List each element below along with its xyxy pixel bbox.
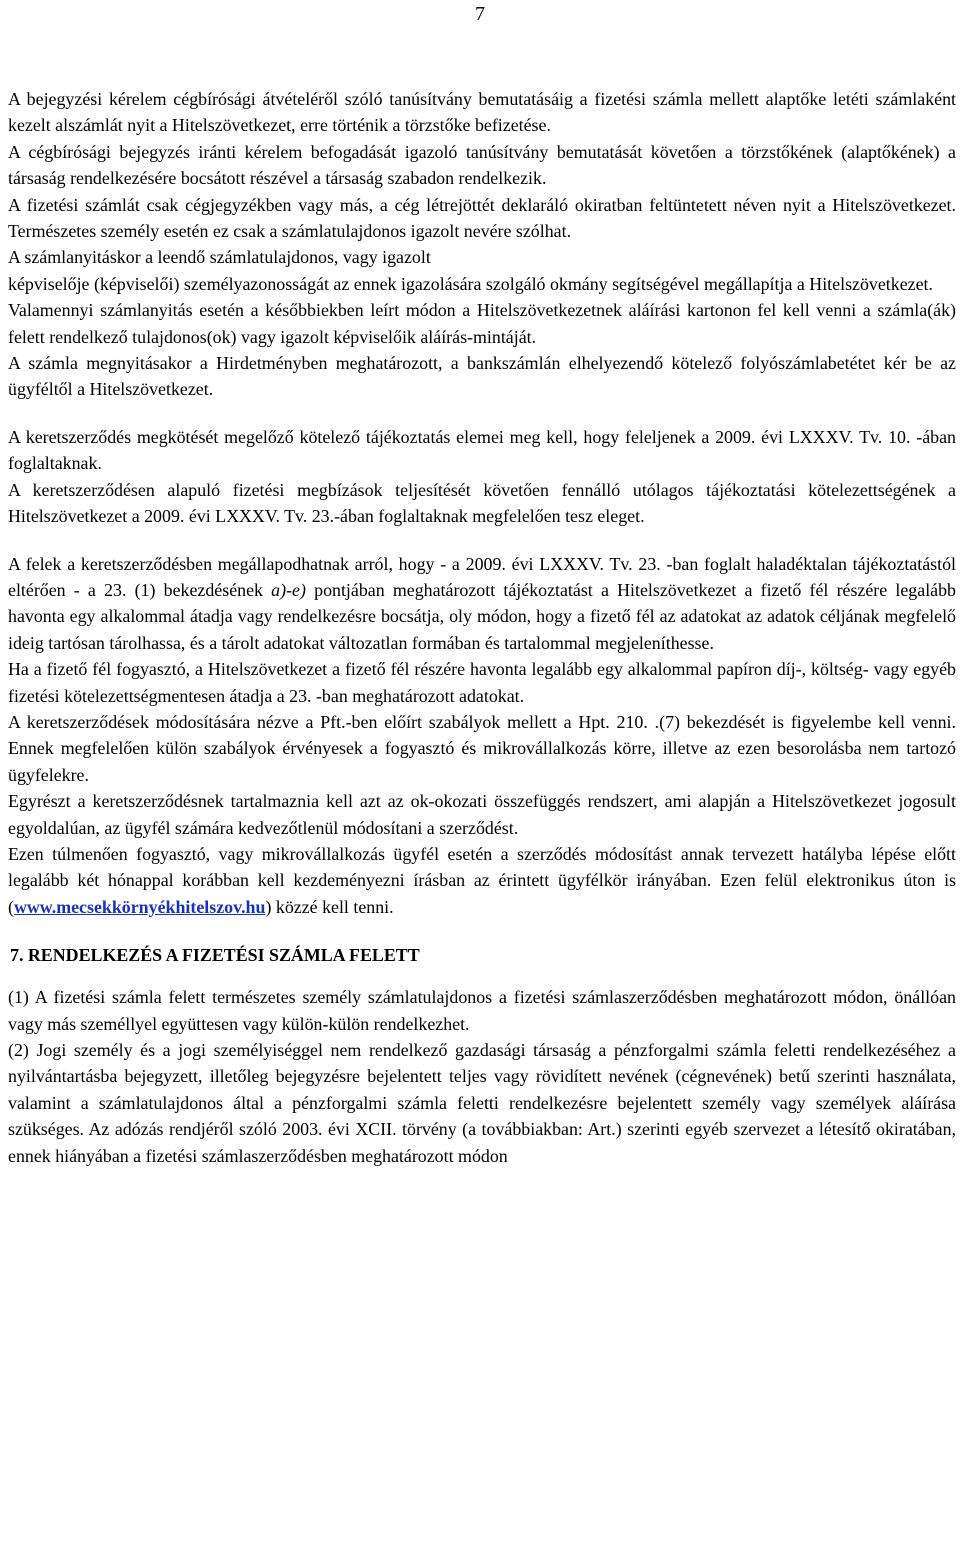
paragraph-felek-megallapodas [8,551,956,657]
paragraph-ket-honap [8,841,956,920]
paragraph-szamlanyitas-line1: A számlanyitáskor a leendő számlatulajdonos, vagy igazolt [8,247,431,268]
paragraph-felek-part1: A felek a keretszerződésben megállapodhatnak arról, hogy - a 2009. évi LXXXV. Tv. 23. -ban foglalt haladéktalan tájékoztatástól eltérően - a 23. (1) bekezdésének [8,553,956,600]
paragraph-keretszerzodes-modositas: A keretszerződések módosítására nézve a Pft.-ben előírt szabályok mellett a Hpt. 210. .(7) bekezdését is figyelembe kell venni. Ennek megfelelően külön szabályok érvényesek a fogyasztó és mikrovállalkozás körre, illetve az ezen besorolásba nem tartozó ügyfelekre. [8,711,956,785]
paragraph-ket-honap-part2: ) közzé kell tenni. [265,896,394,917]
section-heading: 7. RENDELKEZÉS A FIZETÉSI SZÁMLA FELETT [10,945,420,966]
paragraph-fogyaszto-havonta: Ha a fizető fél fogyasztó, a Hitelszövetkezet a fizető fél részére havonta legalább egy alkalommal papíron díj-, költség- vagy egyéb fizetési kötelezettségmentesen átadja a 23. -ban meghatározott adatokat. [8,659,956,706]
paragraph-ok-okozati: Egyrészt a keretszerződésnek tartalmaznia kell azt az ok-okozati összefüggés rendszert, ami alapján a Hitelszövetkezet jogosult egyoldalúan, az ügyfél számára kedvezőtlenül módosítani a szerződést. [8,791,956,838]
paragraph-alairasi-karton: Valamennyi számlanyitás esetén a későbbiekben leírt módon a Hitelszövetkezetnek aláírási kartonon fel kell venni a számla(ák) felett rendelkező tulajdonos(ok) vagy igazolt képviselőik aláírás-mintáját. [8,300,956,347]
paragraph-szamla-nev: A fizetési számlát csak cégjegyzékben vagy más, a cég létrejöttét deklaráló okiratban feltüntetett néven nyit a Hitelszövetkezet. Természetes személy esetén ez csak a számlatulajdonos igazolt nevére szólhat. [8,194,956,242]
paragraph-jogi-szemely: (2) Jogi személy és a jogi személyiséggel nem rendelkező gazdasági társaság a pénzforgalmi számla feletti rendelkezéséhez a nyilvántartásba bejegyzett, illetőleg bejegyzésre bejelentett teljes vagy rövidített nevének (cégnevének) betű szerinti használata, valamint a számlatulajdonos által a pénzforgalmi számla feletti rendelkezésre bejelentett személy vagy személyek aláírása szükséges. Az adózás rendjéről szóló 2003. évi XCII. törvény (a továbbiakban: Art.) szerinti egyéb szervezet a létesítő okiratában, ennek hiányában a fizetési számlaszerződésben meghatározott módon [8,1040,956,1166]
paragraph-termeszetes-szemely: (1) A fizetési számla felett természetes személy számlatulajdonos a fizetési számlaszerződésben meghatározott módon, önállóan vagy más személlyel együttesen vagy külön-külön rendelkezhet. [8,987,956,1034]
paragraph-elozetes-tajekoztatas: A keretszerződés megkötését megelőző kötelező tájékoztatás elemei meg kell, hogy feleljenek a 2009. évi LXXXV. Tv. 10. -ában foglaltaknak. [8,426,956,474]
paragraph-felek-part2: pontjában meghatározott tájékoztatást a Hitelszövetkezet a fizető fél részére legalább havonta egy alkalommal átadja vagy rendelkezésre bocsátja, oly módon, hogy a fizető fél az adatokat az adatok céljának megfelelő ideig tartósan tárolhassa, és a tárolt adatokat változatlan formában és tartalommal megjeleníthesse. [8,579,956,653]
paragraph-felek-points: a)-e) [271,579,306,600]
paragraph-szamlanyitas: képviselője (képviselői) személyazonosságát az ennek igazolására szolgáló okmány segítségével megállapítja a Hitelszövetkezet. [8,273,933,294]
paragraph-folyoszamlabetet: A számla megnyitásakor a Hirdetményben meghatározott, a bankszámlán elhelyezendő kötelező folyószámlabetétet kér be az ügyféltől a Hitelszövetkezet. [8,353,956,400]
paragraph-ket-honap-part1: Ezen túlmenően fogyasztó, vagy mikrovállalkozás ügyfél esetén a szerződés módosítást annak tervezett hatályba lépése előtt legalább két hónappal korábban kell kezdeményezni írásban az érintett ügyfélkör irányában. Ezen felül elektronikus úton is ( [8,843,956,917]
document-body [8,86,956,1169]
page-number: 7 [475,3,485,25]
website-link[interactable]: www.mecsekkörnyékhitelszov.hu [13,896,266,917]
paragraph-alaptoke-letet: A bejegyzési kérelem cégbírósági átvételéről szóló tanúsítvány bemutatásáig a fizetési számla mellett alaptőke letéti számlaként kezelt alszámlát nyit a Hitelszövetkezet, erre történik a törzstőke befizetése. [8,89,956,136]
paragraph-utolagos-tajekoztatas: A keretszerződésen alapuló fizetési megbízások teljesítését követően fennálló utólagos tájékoztatási kötelezettségének a Hitelszövetkezet a 2009. évi LXXXV. Tv. 23.-ában foglaltaknak megfelelően tesz eleget. [8,479,956,527]
paragraph-cegbirosagi-bejegyzes: A cégbírósági bejegyzés iránti kérelem befogadását igazoló tanúsítvány bemutatását követően a törzstőkének (alaptőkének) a társaság rendelkezésére bocsátott részével a társaság szabadon rendelkezik. [8,141,956,189]
